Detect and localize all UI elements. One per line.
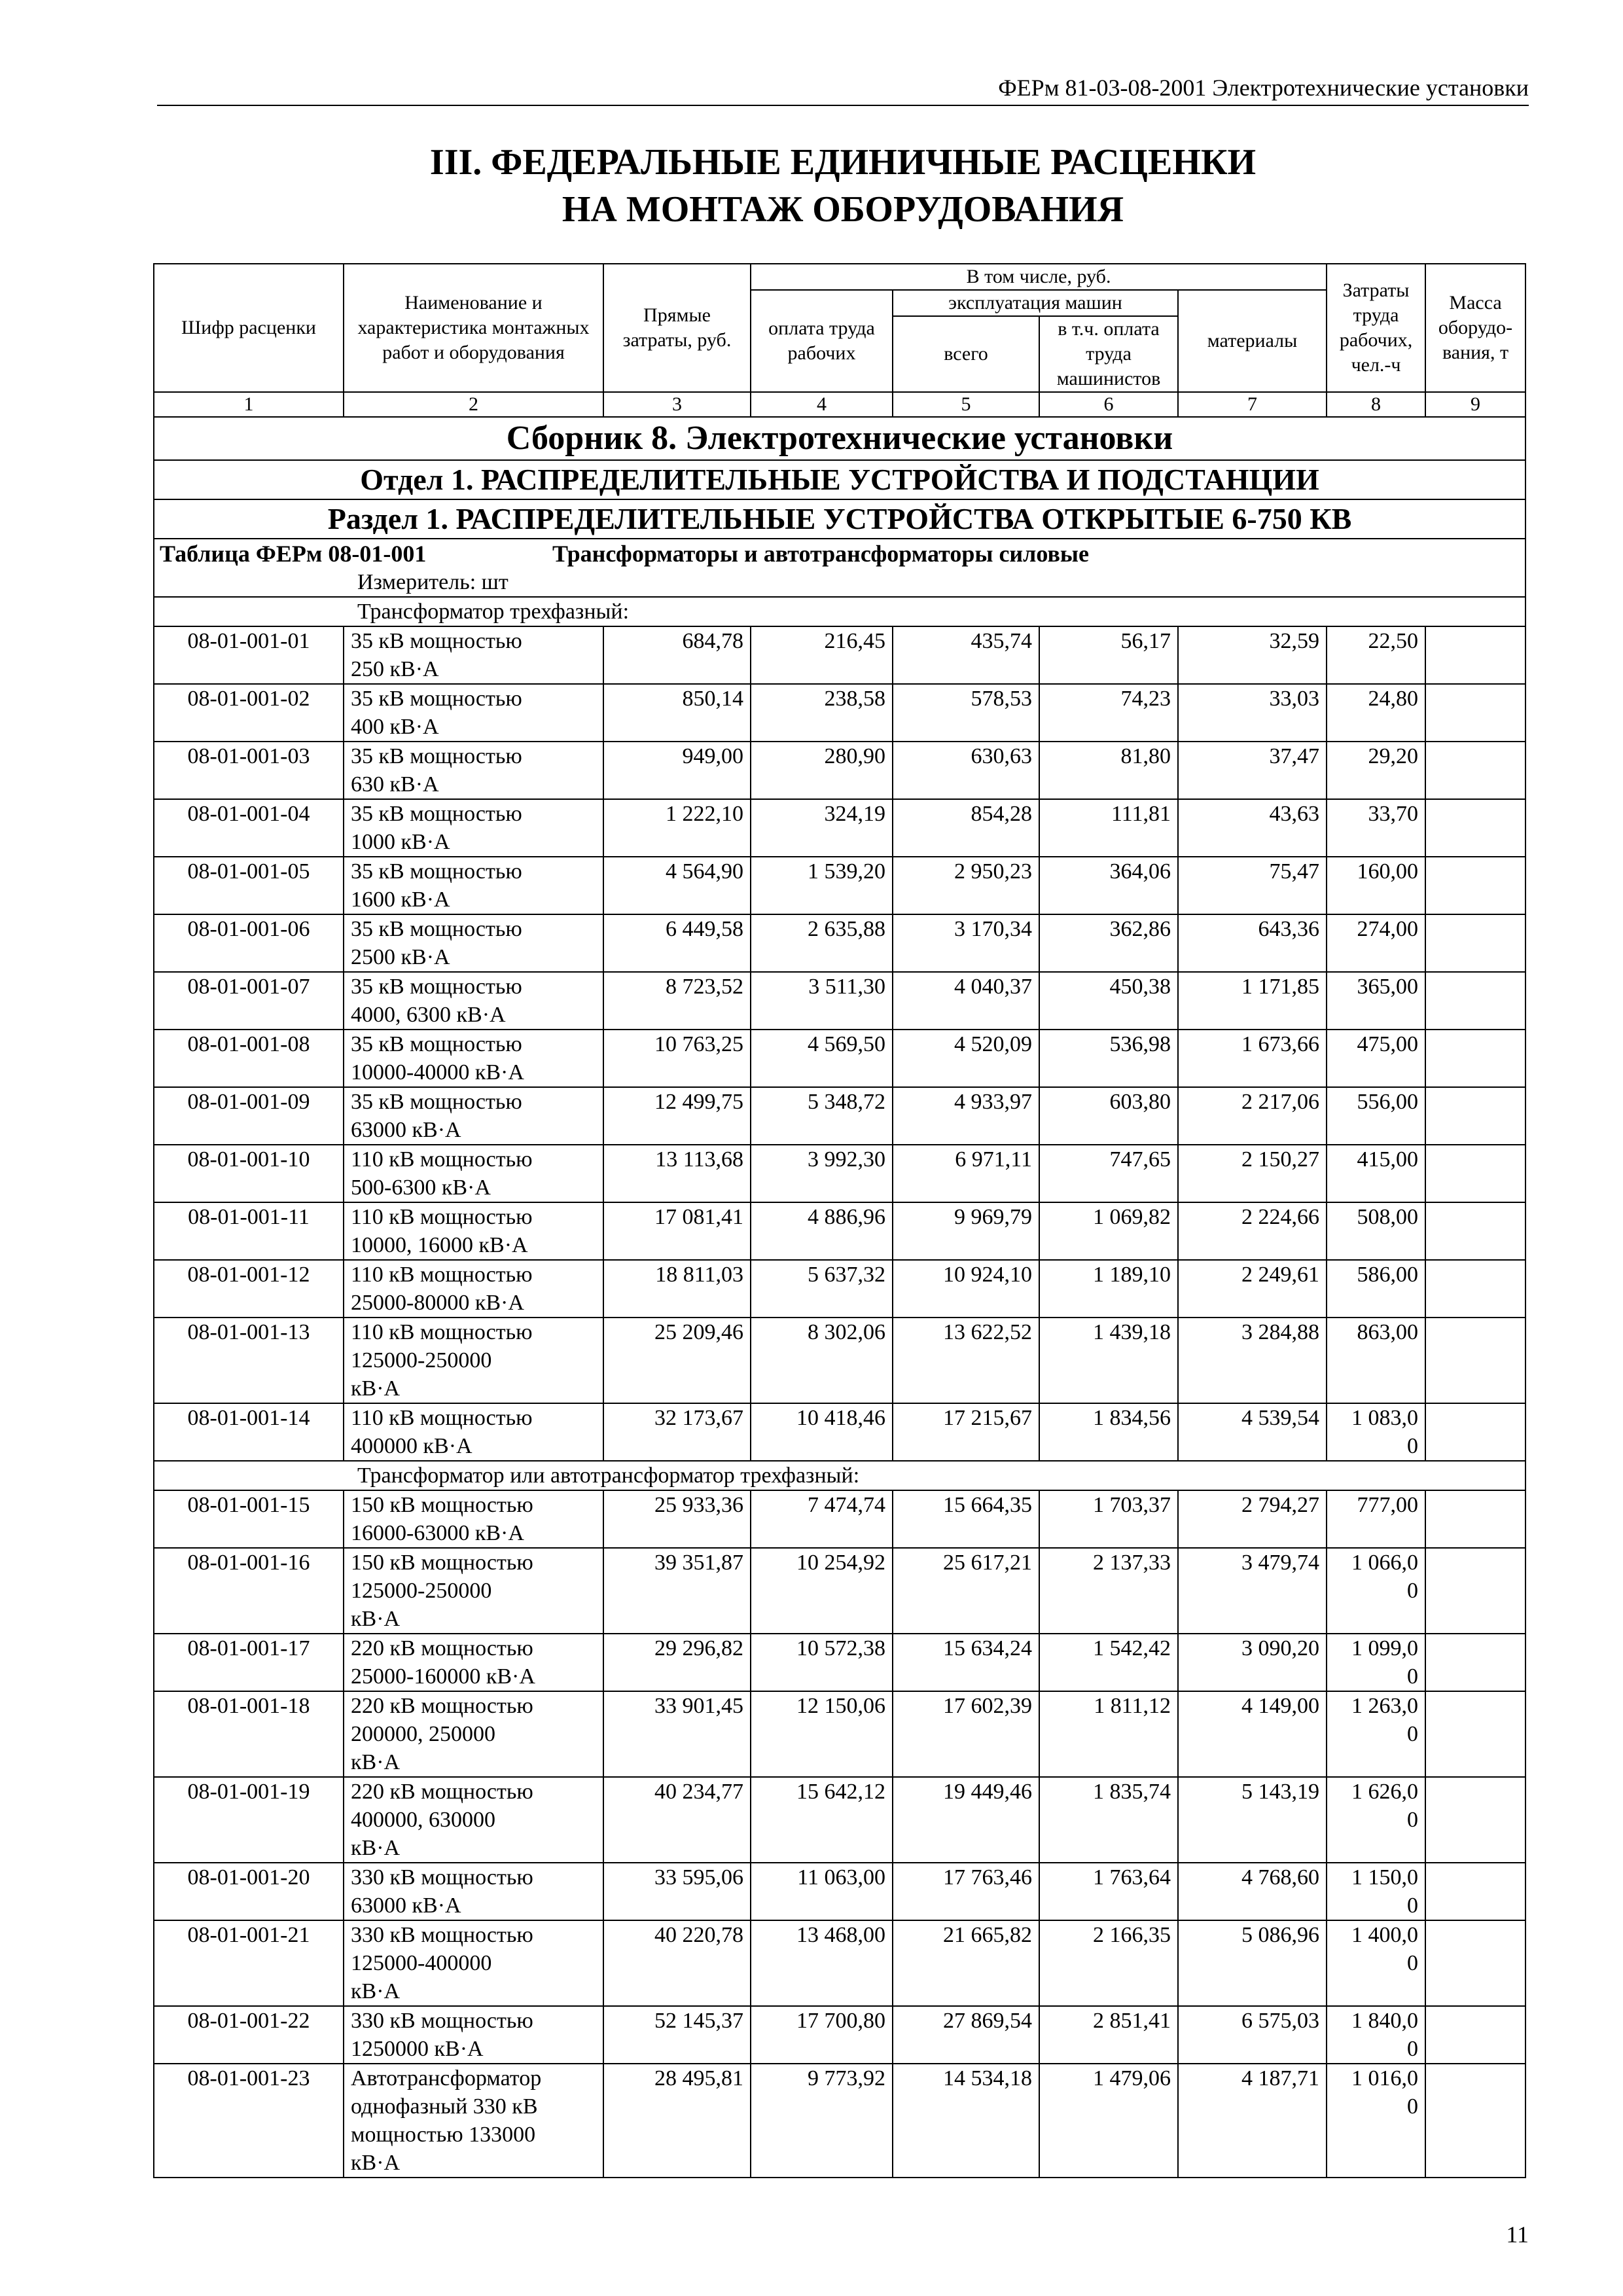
machines-total: 27 869,54 bbox=[893, 2006, 1039, 2064]
labor-hours: 1 840,0 0 bbox=[1327, 2006, 1425, 2064]
division-row bbox=[154, 460, 1525, 499]
work-name: 220 кВ мощностью 25000-160000 кВ·А bbox=[344, 1634, 603, 1691]
table-row bbox=[154, 1087, 1525, 1145]
header-name: Наименование и характеристика монтажных работ и оборудования bbox=[344, 264, 603, 392]
machinists-wages: 1 069,82 bbox=[1039, 1202, 1178, 1260]
machinists-wages: 747,65 bbox=[1039, 1145, 1178, 1202]
work-name: 220 кВ мощностью 400000, 630000 кВ·А bbox=[344, 1777, 603, 1863]
measure-unit: Измеритель: шт bbox=[357, 570, 508, 594]
machines-total: 4 520,09 bbox=[893, 1030, 1039, 1087]
materials-cost: 2 794,27 bbox=[1178, 1490, 1327, 1548]
rate-code: 08-01-001-04 bbox=[154, 799, 344, 857]
rate-code: 08-01-001-17 bbox=[154, 1634, 344, 1691]
header-mass: Масса оборудо-вания, т bbox=[1425, 264, 1525, 392]
machinists-wages: 1 189,10 bbox=[1039, 1260, 1178, 1318]
header-wages: оплата труда рабочих bbox=[751, 290, 893, 392]
direct-costs: 4 564,90 bbox=[603, 857, 751, 914]
direct-costs: 850,14 bbox=[603, 684, 751, 742]
machines-total: 17 602,39 bbox=[893, 1691, 1039, 1777]
machines-total: 578,53 bbox=[893, 684, 1039, 742]
workers-wages: 2 635,88 bbox=[751, 914, 893, 972]
materials-cost: 2 224,66 bbox=[1178, 1202, 1327, 1260]
labor-hours: 160,00 bbox=[1327, 857, 1425, 914]
machines-total: 4 040,37 bbox=[893, 972, 1039, 1030]
work-name: 110 кВ мощностью 25000-80000 кВ·А bbox=[344, 1260, 603, 1318]
machinists-wages: 450,38 bbox=[1039, 972, 1178, 1030]
machinists-wages: 362,86 bbox=[1039, 914, 1178, 972]
materials-cost: 1 171,85 bbox=[1178, 972, 1327, 1030]
header-labor: Затраты труда рабочих, чел.-ч bbox=[1327, 264, 1425, 392]
table-row bbox=[154, 1490, 1525, 1548]
machinists-wages: 56,17 bbox=[1039, 626, 1178, 684]
workers-wages: 280,90 bbox=[751, 742, 893, 799]
machinists-wages: 2 137,33 bbox=[1039, 1548, 1178, 1634]
column-number: 9 bbox=[1425, 392, 1525, 417]
column-number: 1 bbox=[154, 392, 344, 417]
workers-wages: 12 150,06 bbox=[751, 1691, 893, 1777]
rate-code: 08-01-001-16 bbox=[154, 1548, 344, 1634]
equipment-mass bbox=[1425, 1318, 1525, 1403]
direct-costs: 25 209,46 bbox=[603, 1318, 751, 1403]
work-name: 35 кВ мощностью 250 кВ·А bbox=[344, 626, 603, 684]
rate-code: 08-01-001-13 bbox=[154, 1318, 344, 1403]
direct-costs: 1 222,10 bbox=[603, 799, 751, 857]
equipment-mass bbox=[1425, 1145, 1525, 1202]
division-heading: Отдел 1. РАСПРЕДЕЛИТЕЛЬНЫЕ УСТРОЙСТВА И ПОДСТАНЦИИ bbox=[154, 460, 1525, 499]
labor-hours: 415,00 bbox=[1327, 1145, 1425, 1202]
equipment-mass bbox=[1425, 1777, 1525, 1863]
machinists-wages: 1 542,42 bbox=[1039, 1634, 1178, 1691]
machines-total: 17 215,67 bbox=[893, 1403, 1039, 1461]
machines-total: 15 664,35 bbox=[893, 1490, 1039, 1548]
table-row bbox=[154, 1403, 1525, 1461]
materials-cost: 2 217,06 bbox=[1178, 1087, 1327, 1145]
machinists-wages: 2 166,35 bbox=[1039, 1920, 1178, 2006]
column-number: 3 bbox=[603, 392, 751, 417]
rate-code: 08-01-001-19 bbox=[154, 1777, 344, 1863]
group-heading: Трансформатор трехфазный: bbox=[357, 600, 630, 624]
rate-code: 08-01-001-06 bbox=[154, 914, 344, 972]
workers-wages: 324,19 bbox=[751, 799, 893, 857]
direct-costs: 25 933,36 bbox=[603, 1490, 751, 1548]
measure-row bbox=[154, 568, 1525, 597]
table-title: Трансформаторы и автотрансформаторы силовые bbox=[552, 541, 1090, 567]
labor-hours: 777,00 bbox=[1327, 1490, 1425, 1548]
table-row bbox=[154, 2006, 1525, 2064]
workers-wages: 10 572,38 bbox=[751, 1634, 893, 1691]
table-header bbox=[154, 264, 1525, 417]
work-name: 150 кВ мощностью 125000-250000 кВ·А bbox=[344, 1548, 603, 1634]
workers-wages: 3 511,30 bbox=[751, 972, 893, 1030]
materials-cost: 6 575,03 bbox=[1178, 2006, 1327, 2064]
work-name: 330 кВ мощностью 1250000 кВ·А bbox=[344, 2006, 603, 2064]
rate-code: 08-01-001-03 bbox=[154, 742, 344, 799]
equipment-mass bbox=[1425, 1030, 1525, 1087]
equipment-mass bbox=[1425, 1260, 1525, 1318]
workers-wages: 1 539,20 bbox=[751, 857, 893, 914]
work-name: 35 кВ мощностью 1000 кВ·А bbox=[344, 799, 603, 857]
header-machines: эксплуатация машин bbox=[893, 290, 1178, 316]
materials-cost: 2 249,61 bbox=[1178, 1260, 1327, 1318]
rate-code: 08-01-001-09 bbox=[154, 1087, 344, 1145]
labor-hours: 1 263,0 0 bbox=[1327, 1691, 1425, 1777]
materials-cost: 4 149,00 bbox=[1178, 1691, 1327, 1777]
table-row bbox=[154, 914, 1525, 972]
direct-costs: 10 763,25 bbox=[603, 1030, 751, 1087]
direct-costs: 8 723,52 bbox=[603, 972, 751, 1030]
machinists-wages: 1 763,64 bbox=[1039, 1863, 1178, 1920]
machines-total: 14 534,18 bbox=[893, 2064, 1039, 2178]
workers-wages: 238,58 bbox=[751, 684, 893, 742]
machinists-wages: 1 834,56 bbox=[1039, 1403, 1178, 1461]
header-machinists: в т.ч. оплата труда машинистов bbox=[1039, 316, 1178, 392]
direct-costs: 12 499,75 bbox=[603, 1087, 751, 1145]
header-incl: В том числе, руб. bbox=[751, 264, 1327, 290]
direct-costs: 29 296,82 bbox=[603, 1634, 751, 1691]
machines-total: 17 763,46 bbox=[893, 1863, 1039, 1920]
work-name: 330 кВ мощностью 63000 кВ·А bbox=[344, 1863, 603, 1920]
labor-hours: 33,70 bbox=[1327, 799, 1425, 857]
materials-cost: 5 086,96 bbox=[1178, 1920, 1327, 2006]
materials-cost: 5 143,19 bbox=[1178, 1777, 1327, 1863]
table-title-row bbox=[154, 539, 1525, 568]
table-row bbox=[154, 1634, 1525, 1691]
table-code: Таблица ФЕРм 08-01-001 bbox=[160, 541, 427, 567]
work-name: 35 кВ мощностью 4000, 6300 кВ·А bbox=[344, 972, 603, 1030]
equipment-mass bbox=[1425, 684, 1525, 742]
machinists-wages: 603,80 bbox=[1039, 1087, 1178, 1145]
work-name: 110 кВ мощностью 125000-250000 кВ·А bbox=[344, 1318, 603, 1403]
table-row bbox=[154, 1260, 1525, 1318]
machines-total: 9 969,79 bbox=[893, 1202, 1039, 1260]
direct-costs: 949,00 bbox=[603, 742, 751, 799]
workers-wages: 8 302,06 bbox=[751, 1318, 893, 1403]
labor-hours: 1 083,0 0 bbox=[1327, 1403, 1425, 1461]
materials-cost: 37,47 bbox=[1178, 742, 1327, 799]
column-number: 2 bbox=[344, 392, 603, 417]
running-header: ФЕРм 81-03-08-2001 Электротехнические установки bbox=[157, 73, 1529, 106]
direct-costs: 13 113,68 bbox=[603, 1145, 751, 1202]
direct-costs: 6 449,58 bbox=[603, 914, 751, 972]
table-row bbox=[154, 1202, 1525, 1260]
workers-wages: 5 637,32 bbox=[751, 1260, 893, 1318]
equipment-mass bbox=[1425, 626, 1525, 684]
equipment-mass bbox=[1425, 799, 1525, 857]
machines-total: 6 971,11 bbox=[893, 1145, 1039, 1202]
header-code: Шифр расценки bbox=[154, 264, 344, 392]
table-row bbox=[154, 799, 1525, 857]
work-name: 150 кВ мощностью 16000-63000 кВ·А bbox=[344, 1490, 603, 1548]
rate-code: 08-01-001-01 bbox=[154, 626, 344, 684]
labor-hours: 1 099,0 0 bbox=[1327, 1634, 1425, 1691]
equipment-mass bbox=[1425, 857, 1525, 914]
column-number: 8 bbox=[1327, 392, 1425, 417]
machines-total: 4 933,97 bbox=[893, 1087, 1039, 1145]
table-row bbox=[154, 1691, 1525, 1777]
group-heading-row bbox=[154, 597, 1525, 626]
equipment-mass bbox=[1425, 1691, 1525, 1777]
rate-code: 08-01-001-14 bbox=[154, 1403, 344, 1461]
rate-code: 08-01-001-18 bbox=[154, 1691, 344, 1777]
equipment-mass bbox=[1425, 972, 1525, 1030]
machines-total: 854,28 bbox=[893, 799, 1039, 857]
section-heading: Раздел 1. РАСПРЕДЕЛИТЕЛЬНЫЕ УСТРОЙСТВА ОТКРЫТЫЕ 6-750 КВ bbox=[154, 499, 1525, 539]
labor-hours: 29,20 bbox=[1327, 742, 1425, 799]
rate-code: 08-01-001-22 bbox=[154, 2006, 344, 2064]
workers-wages: 5 348,72 bbox=[751, 1087, 893, 1145]
machines-total: 21 665,82 bbox=[893, 1920, 1039, 2006]
direct-costs: 17 081,41 bbox=[603, 1202, 751, 1260]
rate-code: 08-01-001-08 bbox=[154, 1030, 344, 1087]
direct-costs: 32 173,67 bbox=[603, 1403, 751, 1461]
page-title-line-1: III. ФЕДЕРАЛЬНЫЕ ЕДИНИЧНЫЕ РАСЦЕНКИ bbox=[429, 142, 1257, 183]
table-row bbox=[154, 1863, 1525, 1920]
table-row bbox=[154, 626, 1525, 684]
direct-costs: 39 351,87 bbox=[603, 1548, 751, 1634]
labor-hours: 1 066,0 0 bbox=[1327, 1548, 1425, 1634]
table-row bbox=[154, 972, 1525, 1030]
rate-code: 08-01-001-07 bbox=[154, 972, 344, 1030]
labor-hours: 1 150,0 0 bbox=[1327, 1863, 1425, 1920]
materials-cost: 2 150,27 bbox=[1178, 1145, 1327, 1202]
machines-total: 15 634,24 bbox=[893, 1634, 1039, 1691]
machinists-wages: 1 835,74 bbox=[1039, 1777, 1178, 1863]
workers-wages: 3 992,30 bbox=[751, 1145, 893, 1202]
work-name: 110 кВ мощностью 500-6300 кВ·А bbox=[344, 1145, 603, 1202]
materials-cost: 3 090,20 bbox=[1178, 1634, 1327, 1691]
equipment-mass bbox=[1425, 1087, 1525, 1145]
machinists-wages: 111,81 bbox=[1039, 799, 1178, 857]
table-row bbox=[154, 1548, 1525, 1634]
materials-cost: 4 187,71 bbox=[1178, 2064, 1327, 2178]
work-name: 35 кВ мощностью 2500 кВ·А bbox=[344, 914, 603, 972]
work-name: Автотрансформатор однофазный 330 кВ мощностью 133000 кВ·А bbox=[344, 2064, 603, 2178]
direct-costs: 52 145,37 bbox=[603, 2006, 751, 2064]
machinists-wages: 1 811,12 bbox=[1039, 1691, 1178, 1777]
machinists-wages: 1 439,18 bbox=[1039, 1318, 1178, 1403]
machinists-wages: 74,23 bbox=[1039, 684, 1178, 742]
workers-wages: 15 642,12 bbox=[751, 1777, 893, 1863]
work-name: 220 кВ мощностью 200000, 250000 кВ·А bbox=[344, 1691, 603, 1777]
equipment-mass bbox=[1425, 1490, 1525, 1548]
column-numbers-row bbox=[154, 392, 1525, 417]
rate-code: 08-01-001-05 bbox=[154, 857, 344, 914]
workers-wages: 17 700,80 bbox=[751, 2006, 893, 2064]
column-number: 6 bbox=[1039, 392, 1178, 417]
rate-code: 08-01-001-10 bbox=[154, 1145, 344, 1202]
column-number: 7 bbox=[1178, 392, 1327, 417]
collection-heading: Сборник 8. Электротехнические установки bbox=[154, 417, 1525, 460]
work-name: 110 кВ мощностью 10000, 16000 кВ·А bbox=[344, 1202, 603, 1260]
direct-costs: 40 234,77 bbox=[603, 1777, 751, 1863]
machinists-wages: 2 851,41 bbox=[1039, 2006, 1178, 2064]
rate-code: 08-01-001-02 bbox=[154, 684, 344, 742]
rate-code: 08-01-001-21 bbox=[154, 1920, 344, 2006]
rate-code: 08-01-001-23 bbox=[154, 2064, 344, 2178]
rate-code: 08-01-001-12 bbox=[154, 1260, 344, 1318]
materials-cost: 4 539,54 bbox=[1178, 1403, 1327, 1461]
materials-cost: 1 673,66 bbox=[1178, 1030, 1327, 1087]
header-direct: Прямые затраты, руб. bbox=[603, 264, 751, 392]
labor-hours: 1 400,0 0 bbox=[1327, 1920, 1425, 2006]
work-name: 35 кВ мощностью 1600 кВ·А bbox=[344, 857, 603, 914]
machines-total: 2 950,23 bbox=[893, 857, 1039, 914]
equipment-mass bbox=[1425, 1202, 1525, 1260]
workers-wages: 4 569,50 bbox=[751, 1030, 893, 1087]
page-title bbox=[157, 139, 1529, 233]
table-row bbox=[154, 1777, 1525, 1863]
equipment-mass bbox=[1425, 1634, 1525, 1691]
machinists-wages: 364,06 bbox=[1039, 857, 1178, 914]
materials-cost: 32,59 bbox=[1178, 626, 1327, 684]
materials-cost: 33,03 bbox=[1178, 684, 1327, 742]
machines-total: 10 924,10 bbox=[893, 1260, 1039, 1318]
table-row bbox=[154, 1145, 1525, 1202]
rate-code: 08-01-001-11 bbox=[154, 1202, 344, 1260]
machinists-wages: 1 703,37 bbox=[1039, 1490, 1178, 1548]
column-number: 4 bbox=[751, 392, 893, 417]
page-number: 11 bbox=[1506, 2221, 1529, 2248]
workers-wages: 10 418,46 bbox=[751, 1403, 893, 1461]
equipment-mass bbox=[1425, 1548, 1525, 1634]
materials-cost: 43,63 bbox=[1178, 799, 1327, 857]
labor-hours: 508,00 bbox=[1327, 1202, 1425, 1260]
labor-hours: 24,80 bbox=[1327, 684, 1425, 742]
machines-total: 13 622,52 bbox=[893, 1318, 1039, 1403]
work-name: 35 кВ мощностью 400 кВ·А bbox=[344, 684, 603, 742]
rate-code: 08-01-001-15 bbox=[154, 1490, 344, 1548]
machinists-wages: 1 479,06 bbox=[1039, 2064, 1178, 2178]
machines-total: 435,74 bbox=[893, 626, 1039, 684]
section-row bbox=[154, 499, 1525, 539]
machines-total: 630,63 bbox=[893, 742, 1039, 799]
labor-hours: 475,00 bbox=[1327, 1030, 1425, 1087]
equipment-mass bbox=[1425, 742, 1525, 799]
machines-total: 25 617,21 bbox=[893, 1548, 1039, 1634]
machinists-wages: 81,80 bbox=[1039, 742, 1178, 799]
machines-total: 3 170,34 bbox=[893, 914, 1039, 972]
workers-wages: 4 886,96 bbox=[751, 1202, 893, 1260]
work-name: 35 кВ мощностью 630 кВ·А bbox=[344, 742, 603, 799]
materials-cost: 3 284,88 bbox=[1178, 1318, 1327, 1403]
materials-cost: 75,47 bbox=[1178, 857, 1327, 914]
table-row bbox=[154, 1030, 1525, 1087]
header-machines-total: всего bbox=[893, 316, 1039, 392]
table-row bbox=[154, 2064, 1525, 2178]
machinists-wages: 536,98 bbox=[1039, 1030, 1178, 1087]
machines-total: 19 449,46 bbox=[893, 1777, 1039, 1863]
rate-code: 08-01-001-20 bbox=[154, 1863, 344, 1920]
direct-costs: 33 595,06 bbox=[603, 1863, 751, 1920]
labor-hours: 863,00 bbox=[1327, 1318, 1425, 1403]
workers-wages: 216,45 bbox=[751, 626, 893, 684]
workers-wages: 7 474,74 bbox=[751, 1490, 893, 1548]
labor-hours: 274,00 bbox=[1327, 914, 1425, 972]
group-heading: Трансформатор или автотрансформатор трехфазный: bbox=[357, 1463, 860, 1488]
group-heading-row bbox=[154, 1461, 1525, 1490]
page-title-line-2: НА МОНТАЖ ОБОРУДОВАНИЯ bbox=[562, 189, 1124, 230]
work-name: 110 кВ мощностью 400000 кВ·А bbox=[344, 1403, 603, 1461]
workers-wages: 9 773,92 bbox=[751, 2064, 893, 2178]
labor-hours: 1 016,0 0 bbox=[1327, 2064, 1425, 2178]
table-row bbox=[154, 684, 1525, 742]
column-number: 5 bbox=[893, 392, 1039, 417]
labor-hours: 586,00 bbox=[1327, 1260, 1425, 1318]
table-body bbox=[154, 417, 1525, 2178]
table-row bbox=[154, 1318, 1525, 1403]
labor-hours: 1 626,0 0 bbox=[1327, 1777, 1425, 1863]
labor-hours: 22,50 bbox=[1327, 626, 1425, 684]
labor-hours: 556,00 bbox=[1327, 1087, 1425, 1145]
direct-costs: 28 495,81 bbox=[603, 2064, 751, 2178]
materials-cost: 643,36 bbox=[1178, 914, 1327, 972]
equipment-mass bbox=[1425, 1863, 1525, 1920]
equipment-mass bbox=[1425, 1920, 1525, 2006]
equipment-mass bbox=[1425, 2064, 1525, 2178]
materials-cost: 4 768,60 bbox=[1178, 1863, 1327, 1920]
direct-costs: 18 811,03 bbox=[603, 1260, 751, 1318]
workers-wages: 11 063,00 bbox=[751, 1863, 893, 1920]
collection-row bbox=[154, 417, 1525, 460]
direct-costs: 40 220,78 bbox=[603, 1920, 751, 2006]
materials-cost: 3 479,74 bbox=[1178, 1548, 1327, 1634]
table-row bbox=[154, 857, 1525, 914]
workers-wages: 13 468,00 bbox=[751, 1920, 893, 2006]
work-name: 35 кВ мощностью 10000-40000 кВ·А bbox=[344, 1030, 603, 1087]
direct-costs: 684,78 bbox=[603, 626, 751, 684]
work-name: 35 кВ мощностью 63000 кВ·А bbox=[344, 1087, 603, 1145]
equipment-mass bbox=[1425, 914, 1525, 972]
header-materials: материалы bbox=[1178, 290, 1327, 392]
equipment-mass bbox=[1425, 2006, 1525, 2064]
workers-wages: 10 254,92 bbox=[751, 1548, 893, 1634]
direct-costs: 33 901,45 bbox=[603, 1691, 751, 1777]
rates-table bbox=[153, 263, 1526, 2178]
equipment-mass bbox=[1425, 1403, 1525, 1461]
table-row bbox=[154, 1920, 1525, 2006]
work-name: 330 кВ мощностью 125000-400000 кВ·А bbox=[344, 1920, 603, 2006]
table-row bbox=[154, 742, 1525, 799]
labor-hours: 365,00 bbox=[1327, 972, 1425, 1030]
